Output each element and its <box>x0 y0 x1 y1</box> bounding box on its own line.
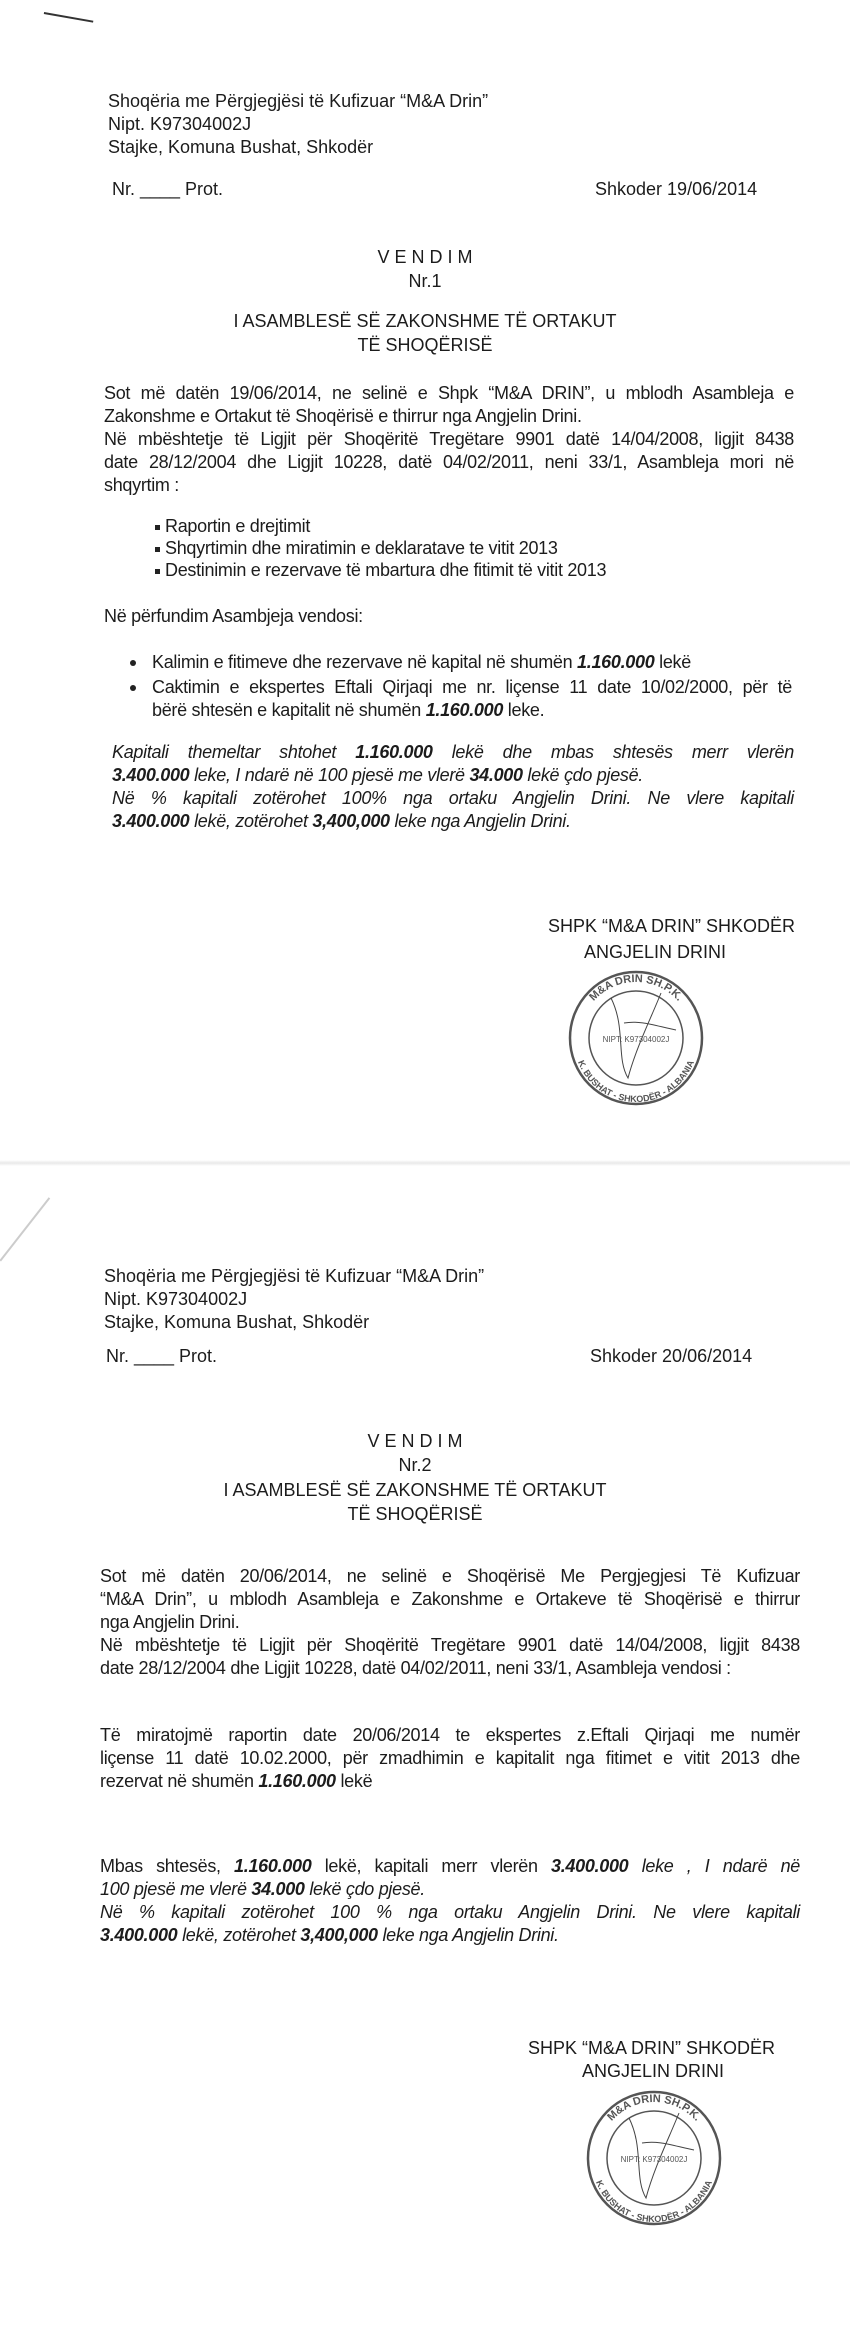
text-segment: lekë çdo pjesë. <box>522 765 644 785</box>
signature-name: ANGJELIN DRINI <box>582 2061 725 2081</box>
text-segment: Mbas shtesës, <box>100 1856 235 1876</box>
text-line <box>104 382 794 405</box>
text-line <box>112 741 794 764</box>
amount-text: 3.400.000 <box>551 1856 629 1876</box>
svg-text:M&A DRIN SH.P.K. <box>605 2093 703 2124</box>
list-item <box>155 537 755 559</box>
text-line <box>100 1770 800 1793</box>
place-date: Shkoder 20/06/2014 <box>590 1346 753 1366</box>
decision-number: Nr.2 <box>398 1455 432 1475</box>
signature-name: ANGJELIN DRINI <box>584 942 727 962</box>
protocol-number: Nr. ____ Prot. <box>106 1346 218 1366</box>
text-segment: Kalimin e fitimeve dhe rezervave në kapital në shumën <box>152 652 578 672</box>
amount-text: 3,400,000 <box>312 811 390 831</box>
amount-text: 34.000 <box>469 765 523 785</box>
company-address: Stajke, Komuna Bushat, Shkodër <box>108 137 374 157</box>
text-line <box>100 1901 800 1924</box>
text-segment: Në përfundim Asambjeja vendosi: <box>104 606 363 626</box>
agenda-list <box>155 515 755 581</box>
text-line <box>104 451 794 474</box>
text-segment: Në % kapitali zotërohet 100% nga ortaku Angjelin Drini. Ne vlere kapitali <box>112 788 794 808</box>
amount-text: 34.000 <box>251 1879 305 1899</box>
page-separator <box>0 1160 850 1166</box>
protocol-number: Nr. ____ Prot. <box>112 179 224 199</box>
company-nipt: Nipt. K97304002J <box>104 1289 248 1309</box>
capital-paragraph <box>112 741 794 833</box>
company-stamp <box>584 2088 724 2233</box>
text-line <box>100 1855 800 1878</box>
bullet-icon <box>130 660 136 666</box>
text-line <box>100 1724 800 1747</box>
text-segment: date 28/12/2004 dhe Ligjit 10228, datë 04/02/2011, neni 33/1, Asambleja mori në <box>104 452 794 472</box>
text-line <box>104 405 794 428</box>
bullet-icon <box>130 685 136 691</box>
text-segment: Caktimin e ekspertes Eftali Qirjaqi me nr. liçense 11 date 10/02/2000, për të <box>152 677 792 697</box>
decision-title: V E N D I M <box>367 1431 463 1451</box>
text-segment: Në mbështetje të Ligjit për Shoqëritë Tregëtare 9901 datë 14/04/2008, ligjit 8438 <box>104 429 794 449</box>
company-name: Shoqëria me Përgjegjësi të Kufizuar “M&A Drin” <box>108 91 489 111</box>
text-line <box>100 1657 800 1680</box>
list-item <box>152 699 792 722</box>
text-segment: “M&A Drin”, u mblodh Asambleja e Zakonshme e Ortakeve të Shoqërisë e thirrur <box>100 1589 800 1609</box>
text-segment: leke , I ndarë në <box>628 1856 801 1876</box>
approval-paragraph <box>100 1724 800 1793</box>
stamp-center-text: NIPT: K97304002J <box>620 2155 688 2164</box>
text-line <box>112 764 794 787</box>
text-segment: shqyrtim : <box>104 475 180 495</box>
text-segment: leke. <box>503 700 545 720</box>
text-segment: Zakonshme e Ortakut të Shoqërisë e thirrur nga Angjelin Drini. <box>104 406 582 426</box>
text-line <box>104 605 704 628</box>
text-line <box>112 810 794 833</box>
amount-text: 1.160.000 <box>425 700 504 720</box>
stamp-icon <box>566 968 706 1108</box>
company-address: Stajke, Komuna Bushat, Shkodër <box>104 1312 370 1332</box>
amount-text: 3.400.000 <box>112 811 190 831</box>
text-segment: Destinimin e rezervave të mbartura dhe fitimit të vitit 2013 <box>165 560 607 580</box>
text-segment: Në % kapitali zotërohet 100 % nga ortaku Angjelin Drini. Ne vlere kapitali <box>100 1902 800 1922</box>
amount-text: 1.160.000 <box>355 742 433 762</box>
list-item <box>155 559 755 581</box>
text-segment: Të miratojmë raportin date 20/06/2014 te ekspertes z.Eftali Qirjaqi me numër <box>100 1725 800 1745</box>
text-segment: Sot më datën 20/06/2014, ne selinë e Shoqërisë Me Pergjegjesi Të Kufizuar <box>100 1566 800 1586</box>
text-segment: nga Angjelin Drini. <box>100 1612 240 1632</box>
text-segment: lekë dhe mbas shtesës merr vlerën <box>432 742 794 762</box>
decisions-list <box>152 651 792 722</box>
decision-subtitle: I ASAMBLESË SË ZAKONSHME TË ORTAKUT <box>223 1480 607 1500</box>
list-item <box>152 676 792 699</box>
text-line <box>100 1924 800 1947</box>
text-line <box>100 1634 800 1657</box>
decision-subtitle: TË SHOQËRISË <box>357 335 493 355</box>
text-segment: lekë, kapitali merr vlerën <box>311 1856 552 1876</box>
text-line <box>112 787 794 810</box>
signature-company: SHPK “M&A DRIN” SHKODËR <box>548 916 796 936</box>
amount-text: 3.400.000 <box>100 1925 178 1945</box>
list-item <box>155 515 755 537</box>
text-segment: leke nga Angjelin Drini. <box>389 811 571 831</box>
svg-text:M&A DRIN SH.P.K. <box>587 973 685 1004</box>
stamp-bottom-text: K. BUSHAT - SHKODËR - ALBANIA <box>594 2178 714 2225</box>
meeting-paragraph <box>100 1565 800 1680</box>
text-segment: lekë, zotërohet <box>177 1925 301 1945</box>
text-segment: liçense 11 datë 10.02.2000, për zmadhimin e kapitalit nga fitimet e vitit 2013 dhe <box>100 1748 800 1768</box>
amount-text: 3.400.000 <box>112 765 190 785</box>
scan-mark <box>44 12 94 22</box>
text-segment: Në mbështetje të Ligjit për Shoqëritë Tregëtare 9901 datë 14/04/2008, ligjit 8438 <box>100 1635 800 1655</box>
decision-subtitle: I ASAMBLESË SË ZAKONSHME TË ORTAKUT <box>233 311 617 331</box>
text-segment: date 28/12/2004 dhe Ligjit 10228, datë 04/02/2011, neni 33/1, Asambleja vendosi : <box>100 1658 731 1678</box>
text-segment: Kapitali themeltar shtohet <box>112 742 356 762</box>
text-line <box>100 1565 800 1588</box>
place-date: Shkoder 19/06/2014 <box>595 179 758 199</box>
stamp-icon <box>584 2088 724 2228</box>
amount-text: 1.160.000 <box>577 652 655 672</box>
text-line <box>100 1611 800 1634</box>
stamp-top-text: M&A DRIN SH.P.K. <box>605 2092 704 2124</box>
text-line <box>104 428 794 451</box>
text-segment: leke, I ndarë në 100 pjesë me vlerë <box>189 765 470 785</box>
company-nipt: Nipt. K97304002J <box>108 114 252 134</box>
text-segment: lekë <box>654 652 691 672</box>
svg-text:K. BUSHAT - SHKODËR - ALBANIA <box>594 2178 714 2224</box>
text-line <box>100 1878 800 1901</box>
text-segment: rezervat në shumën <box>100 1771 259 1791</box>
amount-text: 3,400,000 <box>300 1925 378 1945</box>
text-segment: Raportin e drejtimit <box>165 516 311 536</box>
text-line <box>100 1747 800 1770</box>
svg-text:K. BUSHAT - SHKODËR - ALBANIA <box>576 1058 696 1104</box>
stamp-bottom-text: K. BUSHAT - SHKODËR - ALBANIA <box>576 1058 696 1105</box>
text-segment: bërë shtesën e kapitalit në shumën <box>152 700 426 720</box>
page-fold-line <box>0 1197 50 1261</box>
text-segment: lekë, zotërohet <box>189 811 313 831</box>
text-segment: lekë <box>335 1771 373 1791</box>
company-name: Shoqëria me Përgjegjësi të Kufizuar “M&A Drin” <box>104 1266 485 1286</box>
decision-number: Nr.1 <box>408 271 442 291</box>
decision-subtitle: TË SHOQËRISË <box>347 1504 483 1524</box>
conclusion-intro <box>104 605 704 628</box>
decision-title: V E N D I M <box>377 247 473 267</box>
signature-company: SHPK “M&A DRIN” SHKODËR <box>528 2038 776 2058</box>
text-segment: Sot më datën 19/06/2014, ne selinë e Shpk “M&A DRIN”, u mblodh Asambleja e <box>104 383 794 403</box>
stamp-center-text: NIPT: K97304002J <box>602 1035 670 1044</box>
company-stamp <box>566 968 706 1113</box>
text-segment: Shqyrtimin dhe miratimin e deklaratave te vitit 2013 <box>165 538 558 558</box>
amount-text: 1.160.000 <box>234 1856 312 1876</box>
meeting-paragraph <box>104 382 794 497</box>
text-segment: lekë çdo pjesë. <box>304 1879 425 1899</box>
text-segment: leke nga Angjelin Drini. <box>377 1925 559 1945</box>
amount-text: 1.160.000 <box>258 1771 336 1791</box>
stamp-top-text: M&A DRIN SH.P.K. <box>587 972 686 1004</box>
text-line <box>100 1588 800 1611</box>
text-segment: 100 pjesë me vlerë <box>100 1879 252 1899</box>
list-item <box>152 651 792 674</box>
capital-paragraph <box>100 1855 800 1947</box>
text-line <box>104 474 794 497</box>
